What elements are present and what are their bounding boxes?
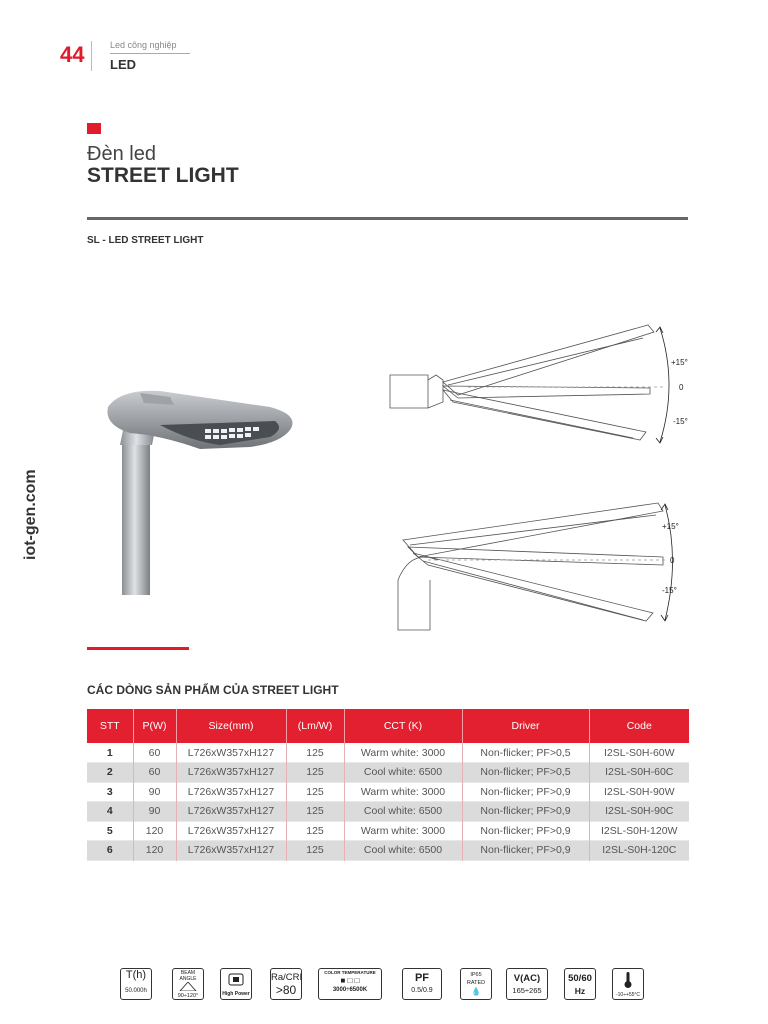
header-category: Led công nghiệp [110, 40, 177, 50]
cell-code: I2SL-S0H-60W [589, 743, 689, 763]
column-header-size: Size(mm) [176, 709, 286, 743]
icon-bottom-text: High Power [222, 991, 250, 997]
cell-driver: Non-flicker; PF>0,5 [462, 743, 589, 763]
feature-icons-row [120, 968, 650, 1002]
cell-cct: Warm white: 3000 [344, 821, 462, 841]
cell-cct: Cool white: 6500 [344, 763, 462, 783]
cell-stt: 5 [87, 821, 133, 841]
cell-code: I2SL-S0H-120C [589, 841, 689, 861]
cell-power: 120 [133, 841, 176, 861]
cell-stt: 4 [87, 802, 133, 822]
section-accent-rule [87, 647, 189, 650]
cell-efficacy: 125 [286, 782, 344, 802]
title-marker [87, 123, 101, 134]
table-row [87, 821, 689, 841]
beam-cone-icon [179, 982, 197, 991]
column-header-code: Code [589, 709, 689, 743]
title-english: STREET LIGHT [87, 164, 239, 187]
cell-driver: Non-flicker; PF>0,9 [462, 821, 589, 841]
column-header-cct: CCT (K) [344, 709, 462, 743]
icon-bottom-text: 0.5/0.9 [411, 987, 433, 994]
column-header-stt: STT [87, 709, 133, 743]
cell-power: 90 [133, 782, 176, 802]
cell-driver: Non-flicker; PF>0,9 [462, 841, 589, 861]
beam-angle-icon [172, 968, 204, 1000]
cell-efficacy: 125 [286, 841, 344, 861]
icon-top-text: T(h) [125, 969, 147, 981]
water-drop-icon: 💧 [471, 987, 481, 996]
table-row [87, 743, 689, 763]
cell-size: L726xW357xH127 [176, 821, 286, 841]
icon-top-text: V(AC) [513, 973, 541, 984]
icon-bottom-text: >80 [275, 983, 297, 997]
title-divider [87, 217, 688, 220]
cell-efficacy: 125 [286, 802, 344, 822]
side-brand-text: iot-gen.com [22, 469, 39, 560]
product-spec-table [87, 709, 689, 861]
table-row [87, 782, 689, 802]
table-header-row [87, 709, 689, 743]
cell-stt: 2 [87, 763, 133, 783]
cell-stt: 1 [87, 743, 133, 763]
high-power-icon [220, 968, 252, 1000]
street-light-product-image [100, 385, 300, 595]
led-chip-icon [226, 972, 246, 988]
angle-label: 0 [670, 556, 675, 565]
thermometer-icon [623, 971, 633, 989]
cri-icon [270, 968, 302, 1000]
header-underline [110, 53, 190, 54]
icon-top-text: IP65 [470, 972, 482, 978]
cell-cct: Warm white: 3000 [344, 782, 462, 802]
column-header-efficacy: (Lm/W) [286, 709, 344, 743]
angle-label: +15° [671, 358, 688, 367]
cell-size: L726xW357xH127 [176, 763, 286, 783]
icon-bottom-text: 3000÷6500K [332, 987, 368, 993]
cell-size: L726xW357xH127 [176, 782, 286, 802]
cell-efficacy: 125 [286, 743, 344, 763]
cell-cct: Cool white: 6500 [344, 802, 462, 822]
power-factor-icon [402, 968, 442, 1000]
icon-top-text: Ra/CRI [271, 972, 303, 983]
cell-efficacy: 125 [286, 763, 344, 783]
cell-code: I2SL-S0H-120W [589, 821, 689, 841]
cell-cct: Warm white: 3000 [344, 743, 462, 763]
cell-power: 60 [133, 763, 176, 783]
cell-code: I2SL-S0H-90C [589, 802, 689, 822]
cell-power: 120 [133, 821, 176, 841]
cell-power: 90 [133, 802, 176, 822]
icon-bottom-text: 50.000h [125, 988, 147, 994]
table-row [87, 763, 689, 783]
angle-label: +15° [662, 522, 679, 531]
page-number: 44 [60, 42, 85, 67]
cell-efficacy: 125 [286, 821, 344, 841]
cell-code: I2SL-S0H-90W [589, 782, 689, 802]
header-divider [91, 41, 92, 71]
cell-driver: Non-flicker; PF>0,9 [462, 802, 589, 822]
cell-power: 60 [133, 743, 176, 763]
angle-label: 0 [679, 383, 684, 392]
cell-size: L726xW357xH127 [176, 802, 286, 822]
temperature-icon [612, 968, 644, 1000]
product-series-label: SL - LED STREET LIGHT [87, 235, 204, 246]
cell-stt: 6 [87, 841, 133, 861]
cell-code: I2SL-S0H-60C [589, 763, 689, 783]
icon-top-text: 50/60 [568, 973, 592, 984]
cell-size: L726xW357xH127 [176, 841, 286, 861]
column-header-driver: Driver [462, 709, 589, 743]
cell-driver: Non-flicker; PF>0,5 [462, 763, 589, 783]
ip65-icon [460, 968, 492, 1000]
tilt-diagram-pole-top [388, 495, 688, 635]
tilt-diagram-pole-side [388, 320, 688, 445]
column-header-power: P(W) [133, 709, 176, 743]
color-temperature-icon [318, 968, 382, 1000]
header-section: LED [110, 57, 136, 72]
table-row [87, 841, 689, 861]
icon-bottom-text: RATED [466, 980, 486, 986]
cell-cct: Cool white: 6500 [344, 841, 462, 861]
color-swatches: ■ □ □ [340, 976, 360, 985]
icon-bottom-text: -10÷+55°C [615, 992, 641, 998]
icon-bottom-text: Hz [574, 986, 586, 996]
title-vietnamese: Đèn led [87, 143, 156, 165]
icon-top-text: BEAM ANGLE [179, 970, 197, 982]
table-row [87, 802, 689, 822]
cell-stt: 3 [87, 782, 133, 802]
icon-bottom-text: 165÷265 [512, 986, 542, 995]
icon-bottom-text: 90÷120° [177, 993, 199, 999]
cell-driver: Non-flicker; PF>0,9 [462, 782, 589, 802]
lifetime-icon [120, 968, 152, 1000]
angle-label: -15° [662, 586, 677, 595]
icon-top-text: PF [414, 972, 430, 984]
cell-size: L726xW357xH127 [176, 743, 286, 763]
frequency-icon [564, 968, 596, 1000]
icon-top-text: COLOR TEMPERATURE [324, 970, 376, 975]
angle-label: -15° [673, 417, 688, 426]
section-title: CÁC DÒNG SẢN PHẨM CỦA STREET LIGHT [87, 683, 339, 697]
voltage-icon [506, 968, 548, 1000]
